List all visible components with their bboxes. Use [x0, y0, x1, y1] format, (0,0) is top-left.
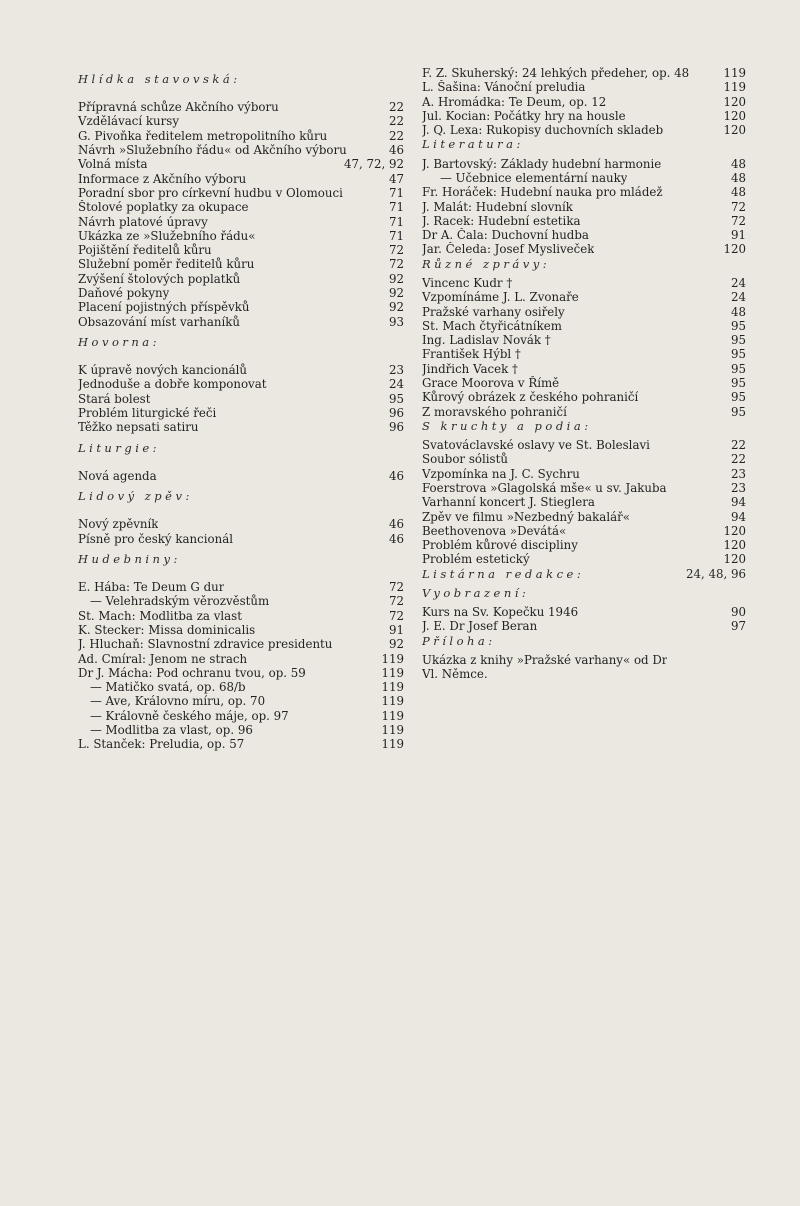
- entry-title: Daňové pokyny: [78, 286, 170, 301]
- entry-page-number: 23: [388, 363, 404, 378]
- index-entry: [78, 637, 404, 651]
- index-entry: [422, 200, 746, 214]
- index-section-s-kruchty-a-podia: [422, 419, 746, 567]
- entry-title: Ad. Cmíral: Jenom ne strach: [78, 651, 248, 666]
- entry-title: Beethovenova »Devátá«: [422, 523, 567, 538]
- entry-page-number: 48: [730, 156, 746, 171]
- entry-title: Vincenc Kudr †: [422, 275, 513, 290]
- entry-page-number: 47: [388, 171, 404, 186]
- entry-page-number: 119: [723, 80, 746, 95]
- entry-page-number: 46: [388, 468, 404, 483]
- entry-title: Nový zpěvník: [78, 517, 159, 532]
- index-entry: [422, 242, 746, 256]
- entry-title: Zpěv ve filmu »Nezbedný bakalář«: [422, 509, 630, 524]
- index-entry: [422, 276, 746, 290]
- entry-title: Těžko nepsati satiru: [78, 420, 199, 435]
- entry-page-number: 71: [388, 185, 404, 200]
- index-entry: [78, 229, 404, 243]
- entry-title: Pražské varhany osiřely: [422, 304, 565, 319]
- entry-page-number: 48: [730, 304, 746, 319]
- entry-title: Vzpomínáme J. L. Zvonaře: [422, 290, 579, 305]
- entry-page-number: 72: [730, 213, 746, 228]
- index-entry: [78, 623, 404, 637]
- entry-title: L. Stanček: Preludia, op. 57: [78, 737, 245, 752]
- entry-title: Kůrový obrázek z českého pohraničí: [422, 390, 639, 405]
- entry-title: Jar. Čeleda: Josef Mysliveček: [422, 242, 595, 257]
- entry-title: J. Hluchaň: Slavnostní zdravice presidentu: [78, 637, 333, 652]
- entry-page-number: 47, 72, 92: [343, 157, 404, 172]
- entry-page-number: 72: [388, 608, 404, 623]
- entry-page-number: 119: [381, 694, 404, 709]
- index-entry: [78, 286, 404, 300]
- entry-title: Služební poměr ředitelů kůru: [78, 257, 255, 272]
- entry-page-number: 92: [388, 286, 404, 301]
- index-entry: [422, 290, 746, 304]
- entry-title: L. Šašina: Vánoční preludia: [422, 80, 586, 95]
- entry-page-number: 120: [723, 523, 746, 538]
- entry-page-number: 120: [723, 108, 746, 123]
- section-title: Různé zprávy:: [422, 256, 551, 271]
- entry-page-number: 46: [388, 143, 404, 158]
- index-entry: [422, 171, 746, 185]
- entry-page-number: 95: [730, 347, 746, 362]
- entry-page-number: 95: [730, 333, 746, 348]
- section-pages: 24, 48, 96: [685, 566, 746, 581]
- index-entry: [78, 392, 404, 406]
- index-entry: [422, 185, 746, 199]
- entry-title: Návrh »Služebního řádu« od Akčního výboru: [78, 143, 347, 158]
- index-entry: [422, 467, 746, 481]
- index-entry: [422, 305, 746, 319]
- entry-title: Soubor sólistů: [422, 452, 508, 467]
- section-title-text: Listárna redakce:: [422, 566, 585, 581]
- index-entry: [422, 109, 746, 123]
- index-entry: [78, 143, 404, 157]
- index-entry: [78, 200, 404, 214]
- entry-page-number: 97: [730, 619, 746, 634]
- entry-title: Kurs na Sv. Kopečku 1946: [422, 605, 579, 620]
- entry-title: Varhanní koncert J. Stieglera: [422, 495, 595, 510]
- entry-title: Nová agenda: [78, 468, 157, 483]
- entry-page-number: 96: [388, 406, 404, 421]
- index-entry: [78, 406, 404, 420]
- entry-title: Ing. Ladislav Novák †: [422, 333, 551, 348]
- entry-page-number: 90: [730, 605, 746, 620]
- index-entry: [78, 272, 404, 286]
- entry-title: Štolové poplatky za okupace: [78, 200, 249, 215]
- entry-page-number: 23: [730, 466, 746, 481]
- index-entry: [78, 709, 404, 723]
- entry-title: — Matičko svatá, op. 68/b: [90, 680, 246, 695]
- index-entry: [422, 667, 746, 681]
- entry-title: Ukázka z knihy »Pražské varhany« od Dr: [422, 652, 668, 667]
- section-title: Vyobrazení:: [422, 585, 530, 600]
- entry-title: J. Racek: Hudební estetika: [422, 213, 581, 228]
- entry-page-number: 119: [381, 665, 404, 680]
- entry-title: — Královně českého máje, op. 97: [90, 708, 289, 723]
- entry-title: Dr J. Mácha: Pod ochranu tvou, op. 59: [78, 665, 306, 680]
- entry-page-number: 119: [381, 708, 404, 723]
- entry-page-number: 72: [388, 257, 404, 272]
- index-entry: [78, 157, 404, 171]
- entry-title: Jindřich Vacek †: [422, 361, 518, 376]
- entry-title: St. Mach: Modlitba za vlast: [78, 608, 242, 623]
- entry-title: Obsazování míst varhaníků: [78, 314, 241, 329]
- entry-title: — Modlitba za vlast, op. 96: [90, 723, 253, 738]
- index-section-continued: [422, 66, 746, 137]
- entry-page-number: 24: [388, 377, 404, 392]
- entry-title: G. Pivoňka ředitelem metropolitního kůru: [78, 128, 328, 143]
- entry-page-number: 119: [381, 737, 404, 752]
- entry-page-number: 71: [388, 200, 404, 215]
- entry-page-number: 119: [723, 66, 746, 80]
- entry-title: St. Mach čtyřicátníkem: [422, 318, 562, 333]
- entry-page-number: 120: [723, 242, 746, 257]
- index-entry: [422, 214, 746, 228]
- index-entry: [78, 532, 404, 546]
- index-section-hlidka-stavovska: [78, 72, 404, 329]
- index-section-priloha: [422, 634, 746, 682]
- entry-title: J. Malát: Hudební slovník: [422, 199, 573, 214]
- entry-page-number: 72: [388, 580, 404, 595]
- index-entry: [78, 172, 404, 186]
- entry-page-number: 94: [730, 509, 746, 524]
- entry-title: Placení pojistných příspěvků: [78, 300, 250, 315]
- index-entry: [78, 100, 404, 114]
- entry-title: František Hýbl †: [422, 347, 521, 362]
- index-entry: [78, 469, 404, 483]
- index-entry: [422, 452, 746, 466]
- section-title: Příloha:: [422, 633, 496, 648]
- entry-page-number: 22: [388, 128, 404, 143]
- entry-title: J. E. Dr Josef Beran: [422, 619, 538, 634]
- index-entry: [422, 653, 746, 667]
- entry-title: Návrh platové úpravy: [78, 214, 208, 229]
- index-section-lidovy-zpev: [78, 489, 404, 546]
- entry-title: Pojištění ředitelů kůru: [78, 243, 212, 258]
- entry-page-number: 72: [388, 243, 404, 258]
- index-entry: [78, 114, 404, 128]
- index-entry: [422, 405, 746, 419]
- index-entry: [78, 652, 404, 666]
- right-column: [422, 66, 746, 682]
- entry-page-number: 22: [388, 100, 404, 115]
- entry-page-number: 95: [730, 404, 746, 419]
- index-entry: [78, 215, 404, 229]
- entry-page-number: 46: [388, 531, 404, 546]
- entry-page-number: 119: [381, 680, 404, 695]
- entry-title: Jul. Kocian: Počátky hry na housle: [422, 108, 626, 123]
- entry-page-number: 48: [730, 185, 746, 200]
- entry-page-number: 24: [730, 275, 746, 290]
- index-entry: [422, 390, 746, 404]
- index-entry: [422, 438, 746, 452]
- entry-title: K úpravě nových kancionálů: [78, 363, 248, 378]
- index-entry: [78, 243, 404, 257]
- entry-page-number: 23: [730, 480, 746, 495]
- index-entry: [422, 524, 746, 538]
- entry-title: — Velehradským věrozvěstům: [90, 594, 270, 609]
- entry-page-number: 92: [388, 637, 404, 652]
- entry-title: Problém liturgické řeči: [78, 406, 217, 421]
- index-entry: [78, 517, 404, 531]
- index-entry: [422, 66, 746, 80]
- index-entry: [422, 376, 746, 390]
- entry-title: Problém estetický: [422, 552, 530, 567]
- index-entry: [422, 481, 746, 495]
- entry-title: K. Stecker: Missa dominicalis: [78, 622, 256, 637]
- index-entry: [422, 619, 746, 633]
- entry-page-number: 22: [388, 114, 404, 129]
- entry-title: Vl. Němce.: [422, 667, 488, 682]
- index-entry: [422, 333, 746, 347]
- entry-page-number: 72: [388, 594, 404, 609]
- index-section-listarna-redakce: [422, 567, 746, 581]
- entry-title: Dr A. Čala: Duchovní hudba: [422, 228, 589, 243]
- entry-title: Problém kůrové discipliny: [422, 538, 578, 553]
- entry-page-number: 95: [730, 361, 746, 376]
- index-entry: [78, 315, 404, 329]
- entry-page-number: 91: [388, 622, 404, 637]
- entry-page-number: 71: [388, 228, 404, 243]
- index-entry: [78, 363, 404, 377]
- section-title: Hlídka stavovská:: [78, 72, 241, 86]
- entry-title: Přípravná schůze Akčního výboru: [78, 100, 279, 115]
- section-title: Hudebniny:: [78, 551, 181, 566]
- entry-page-number: 93: [388, 314, 404, 329]
- index-entry: [78, 257, 404, 271]
- index-entry: [78, 737, 404, 751]
- index-entry: [78, 666, 404, 680]
- entry-title: Poradní sbor pro církevní hudbu v Olomouci: [78, 185, 343, 200]
- entry-page-number: 120: [723, 94, 746, 109]
- index-entry: [422, 605, 746, 619]
- entry-page-number: 24: [730, 290, 746, 305]
- entry-page-number: 72: [730, 199, 746, 214]
- index-section-literatura: [422, 137, 746, 256]
- section-title: S kruchty a podia:: [422, 418, 592, 433]
- entry-page-number: 22: [730, 438, 746, 453]
- index-entry: [78, 186, 404, 200]
- entry-title: — Učebnice elementární nauky: [440, 170, 628, 185]
- index-entry: [78, 680, 404, 694]
- entry-page-number: 120: [723, 123, 746, 138]
- entry-title: E. Hába: Te Deum G dur: [78, 580, 225, 595]
- entry-title: Jednoduše a dobře komponovat: [78, 377, 267, 392]
- entry-title: Z moravského pohraničí: [422, 404, 567, 419]
- index-section-liturgie: [78, 441, 404, 483]
- entry-title: Zvýšení štolových poplatků: [78, 271, 241, 286]
- left-column: [78, 66, 404, 752]
- entry-title: — Ave, Královno míru, op. 70: [90, 694, 266, 709]
- index-entry: [78, 723, 404, 737]
- index-entry: [422, 510, 746, 524]
- section-title: Literatura:: [422, 137, 524, 152]
- entry-title: Grace Moorova v Římě: [422, 376, 560, 391]
- index-entry: [78, 694, 404, 708]
- entry-title: Svatováclavské oslavy ve St. Boleslavi: [422, 438, 650, 453]
- entry-page-number: 120: [723, 552, 746, 567]
- entry-page-number: 92: [388, 271, 404, 286]
- index-entry: [78, 420, 404, 434]
- section-title: Liturgie:: [78, 440, 161, 455]
- entry-page-number: 46: [388, 517, 404, 532]
- section-title: Lidový zpěv:: [78, 489, 193, 504]
- entry-page-number: 119: [381, 651, 404, 666]
- index-section-hovorna: [78, 335, 404, 435]
- section-title: [422, 567, 746, 581]
- entry-page-number: 95: [730, 376, 746, 391]
- index-entry: [422, 362, 746, 376]
- index-entry: [78, 580, 404, 594]
- entry-page-number: 95: [730, 318, 746, 333]
- index-section-ruzne-zpravy: [422, 257, 746, 419]
- index-entry: [422, 123, 746, 137]
- entry-page-number: 119: [381, 723, 404, 738]
- entry-page-number: 96: [388, 420, 404, 435]
- entry-page-number: 120: [723, 538, 746, 553]
- entry-page-number: 91: [730, 228, 746, 243]
- entry-title: Foerstrova »Glagolská mše« u sv. Jakuba: [422, 480, 667, 495]
- index-entry: [422, 347, 746, 361]
- entry-page-number: 95: [388, 391, 404, 406]
- index-entry: [422, 80, 746, 94]
- index-entry: [422, 495, 746, 509]
- entry-title: J. Bartovský: Základy hudební harmonie: [422, 156, 662, 171]
- entry-page-number: 94: [730, 495, 746, 510]
- index-entry: [422, 552, 746, 566]
- entry-title: Ukázka ze »Služebního řádu«: [78, 228, 256, 243]
- index-entry: [422, 319, 746, 333]
- index-entry: [422, 538, 746, 552]
- entry-page-number: 71: [388, 214, 404, 229]
- entry-title: Stará bolest: [78, 391, 151, 406]
- index-entry: [422, 95, 746, 109]
- index-entry: [422, 157, 746, 171]
- entry-title: Vzdělávací kursy: [78, 114, 180, 129]
- index-entry: [78, 377, 404, 391]
- entry-page-number: 95: [730, 390, 746, 405]
- entry-page-number: 48: [730, 170, 746, 185]
- entry-title: F. Z. Skuherský: 24 lehkých předeher, op. 48: [422, 66, 690, 80]
- entry-title: Písně pro český kancionál: [78, 531, 234, 546]
- index-entry: [78, 129, 404, 143]
- entry-title: Vzpomínka na J. C. Sychru: [422, 466, 580, 481]
- index-section-vyobrazeni: [422, 586, 746, 634]
- entry-title: Volná místa: [78, 157, 148, 172]
- entry-title: A. Hromádka: Te Deum, op. 12: [422, 94, 607, 109]
- index-section-hudebniny: [78, 552, 404, 752]
- index-entry: [78, 300, 404, 314]
- index-entry: [422, 228, 746, 242]
- entry-page-number: 22: [730, 452, 746, 467]
- index-entry: [78, 594, 404, 608]
- index-entry: [78, 609, 404, 623]
- section-title: Hovorna:: [78, 334, 161, 349]
- entry-title: J. Q. Lexa: Rukopisy duchovních skladeb: [422, 123, 664, 138]
- entry-title: Fr. Horáček: Hudební nauka pro mládež: [422, 185, 663, 200]
- entry-page-number: 92: [388, 300, 404, 315]
- entry-title: Informace z Akčního výboru: [78, 171, 247, 186]
